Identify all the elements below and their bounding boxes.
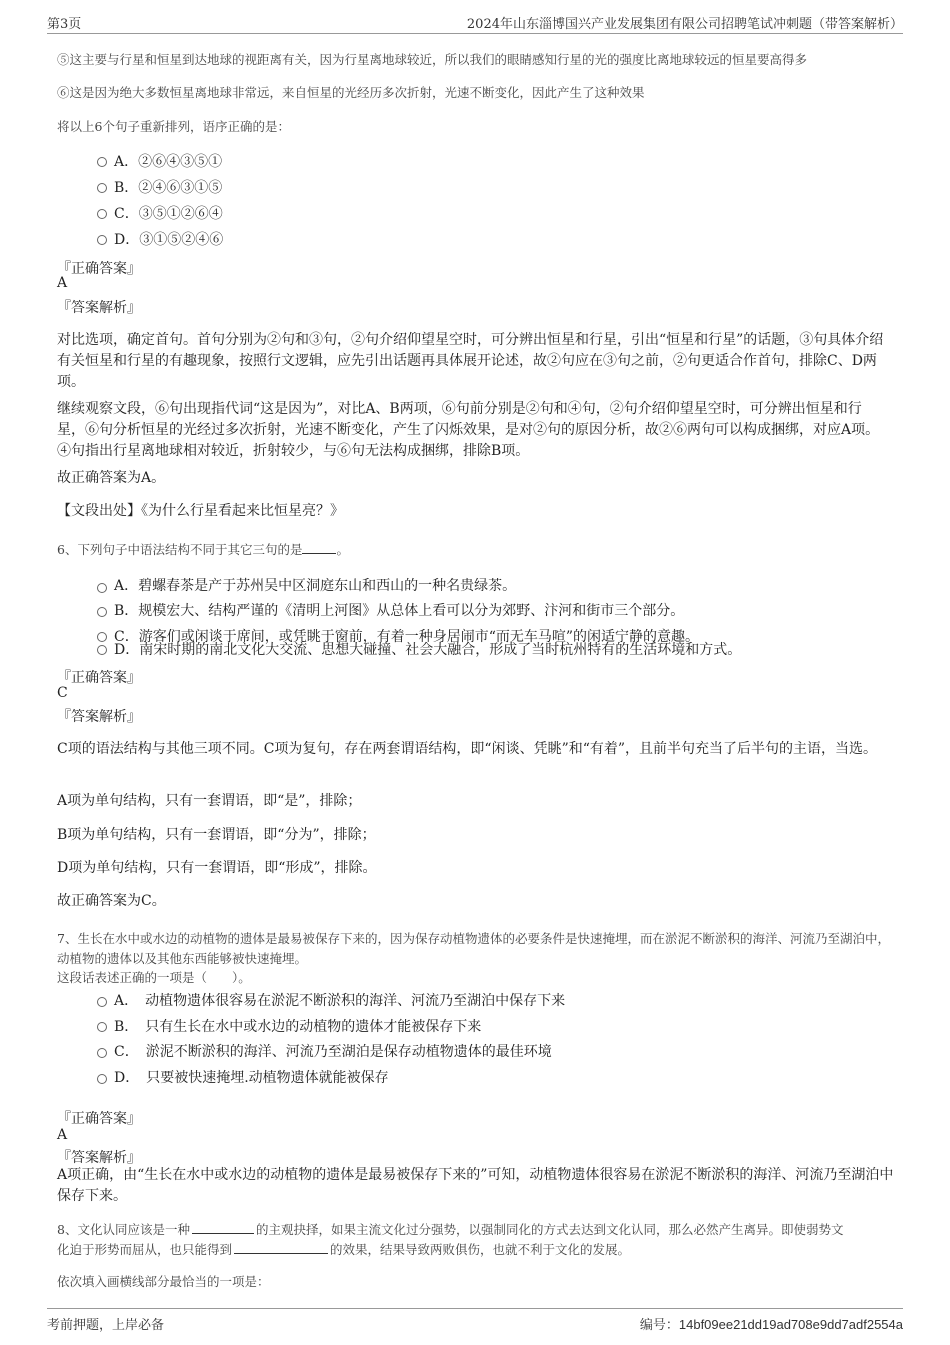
- q5-analysis-label: 『答案解析』: [57, 300, 141, 316]
- q8-text-1: 8、文化认同应该是一种: [57, 1222, 190, 1237]
- option-label: A． 动植物遗体很容易在淤泥不断淤积的海洋、河流乃至湖泊中保存下来: [114, 993, 566, 1009]
- footer-rule: [47, 1308, 903, 1309]
- document-title: 2024年山东淄博国兴产业发展集团有限公司招聘笔试冲刺题（带答案解析）: [466, 17, 903, 32]
- header-rule: [47, 33, 903, 34]
- option-label: B．规模宏大、结构严谨的《清明上河图》从总体上看可以分为郊野、汴河和街市三个部分。: [114, 603, 685, 619]
- q5-sentence-6: ⑥这是因为绝大多数恒星离地球非常远，来自恒星的光经历多次折射，光速不断变化，因此产生了这种效果: [57, 85, 645, 100]
- footer-slogan: 考前押题，上岸必备: [47, 1318, 165, 1333]
- radio-icon[interactable]: [97, 645, 107, 655]
- option-label: B．②④⑥③①⑤: [114, 180, 223, 196]
- q6-stem-text: 6、下列句子中语法结构不同于其它三句的是: [57, 542, 303, 557]
- blank-line: [302, 541, 336, 554]
- radio-icon[interactable]: [97, 1048, 107, 1058]
- option-label: D． 只要被快速掩埋.动植物遗体就能被保存: [114, 1070, 389, 1086]
- q6-answer-label: 『正确答案』: [57, 670, 141, 686]
- option-label: C．游客们或闲谈于席间，或凭眺于窗前，有着一种身居闹市“而无车马喧”的闲适宁静的意趣。: [114, 629, 700, 645]
- radio-icon[interactable]: [97, 235, 107, 245]
- radio-icon[interactable]: [97, 1022, 107, 1032]
- radio-icon[interactable]: [97, 183, 107, 193]
- page-number: 第3页: [47, 17, 82, 32]
- q7-answer-label: 『正确答案』: [57, 1111, 141, 1127]
- radio-icon[interactable]: [97, 607, 107, 617]
- q5-answer: A: [57, 275, 68, 291]
- q5-stem: 将以上6个句子重新排列，语序正确的是：: [57, 119, 290, 134]
- q7-stem: 7、生长在水中或水边的动植物的遗体是最易被保存下来的，因为保存动植物遗体的必要条件是快速掩埋，而在淤泥不断淤积的海洋、河流乃至湖泊中，动植物的遗体以及其他东西能够被快速掩埋。: [57, 931, 890, 966]
- q8-stem-line1: [57, 1220, 843, 1238]
- q6-answer: C: [57, 685, 68, 701]
- q6-analysis-paragraph: C项的语法结构与其他三项不同。C项为复句，存在两套谓语结构，即“闲谈、凭眺”和“有着”，且前半句充当了后半句的主语，当选。: [57, 741, 878, 757]
- radio-icon[interactable]: [97, 997, 107, 1007]
- q6-analysis-paragraph: B项为单句结构，只有一套谓语，即“分为”，排除；: [57, 827, 376, 843]
- q8-text-4: 的效果，结果导致两败俱伤，也就不利于文化的发展。: [330, 1242, 631, 1257]
- option-label: D．南宋时期的南北文化大交流、思想大碰撞、社会大融合，形成了当时杭州特有的生活环境和方式。: [114, 642, 742, 658]
- option-label: C．③⑤①②⑥④: [114, 206, 223, 222]
- blank-line: [192, 1221, 254, 1234]
- q6-analysis-paragraph: A项为单句结构，只有一套谓语，即“是”，排除；: [57, 793, 362, 809]
- q5-conclusion: 故正确答案为A。: [57, 470, 166, 486]
- option-label: D．③①⑤②④⑥: [114, 232, 224, 248]
- option-label: A．碧螺春茶是产于苏州吴中区洞庭东山和西山的一种名贵绿茶。: [114, 578, 517, 594]
- q7-answer: A: [57, 1127, 68, 1143]
- q7-analysis-label: 『答案解析』: [57, 1150, 141, 1166]
- option-label: C． 淤泥不断淤积的海洋、河流乃至湖泊是保存动植物遗体的最佳环境: [114, 1044, 552, 1060]
- q6-conclusion: 故正确答案为C。: [57, 893, 166, 909]
- q7-question: 这段话表述正确的一项是（ ）。: [57, 970, 251, 985]
- footer-code: [640, 1314, 903, 1333]
- q8-question: 依次填入画横线部分最恰当的一项是：: [57, 1274, 270, 1289]
- radio-icon[interactable]: [97, 1074, 107, 1084]
- q5-source: 【文段出处】《为什么行星看起来比恒星亮？》: [57, 503, 344, 519]
- q8-text-2: 的主观抉择，如果主流文化过分强势，以强制同化的方式去达到文化认同，那么必然产生离异。即使弱势文: [255, 1222, 844, 1237]
- q7-analysis: A项正确，由“生长在水中或水边的动植物的遗体是最易被保存下来的”可知，动植物遗体很容易在淤泥不断淤积的海洋、河流乃至湖泊中保存下来。: [57, 1167, 894, 1204]
- q5-analysis-paragraph: 对比选项，确定首句。首句分别为②句和③句，②句介绍仰望星空时，可分辨出恒星和行星，引出“恒星和行星”的话题，③句具体介绍有关恒星和行星的有趣现象，按照行文逻辑，应先引出话题再具体展开论述，故②句应在③句之前，②句更适合作首句，排除C、D两项。: [57, 332, 884, 390]
- radio-icon[interactable]: [97, 209, 107, 219]
- radio-icon[interactable]: [97, 583, 107, 593]
- q6-stem: [57, 540, 349, 558]
- q5-answer-label: 『正确答案』: [57, 261, 141, 277]
- radio-icon[interactable]: [97, 157, 107, 167]
- footer-code-label: 编号：: [639, 1318, 679, 1333]
- option-label: A．②⑥④③⑤①: [114, 154, 223, 170]
- q8-text-3: 化迫于形势而屈从，也只能得到: [57, 1242, 233, 1257]
- q6-analysis-paragraph: D项为单句结构，只有一套谓语，即“形成”，排除。: [57, 860, 377, 876]
- radio-icon[interactable]: [97, 632, 107, 642]
- q5-analysis-paragraph: 继续观察文段，⑥句出现指代词“这是因为”，对比A、B两项，⑥句前分别是②句和④句，②句介绍仰望星空时，可分辨出恒星和行星，⑥句分析恒星的光经过多次折射，光速不断变化，产生了闪烁效果，是对②句的原因分析，故②⑥两句可以构成捆绑，对应A项。④句指出行星离地球相对较近，折射较少，与⑥句无法构成捆绑，排除B项。: [57, 401, 880, 459]
- q5-sentence-5: ⑤这主要与行星和恒星到达地球的视距离有关，因为行星离地球较近，所以我们的眼睛感知行星的光的强度比离地球较远的恒星要高得多: [57, 52, 808, 67]
- option-label: B． 只有生长在水中或水边的动植物的遗体才能被保存下来: [114, 1019, 482, 1035]
- blank-line: [234, 1241, 328, 1254]
- q6-stem-end: 。: [336, 542, 349, 557]
- footer-code-value: 14bf09ee21dd19ad708e9dd7adf2554a: [678, 1317, 903, 1332]
- q6-analysis-label: 『答案解析』: [57, 709, 141, 725]
- q8-stem-line2: [57, 1240, 630, 1258]
